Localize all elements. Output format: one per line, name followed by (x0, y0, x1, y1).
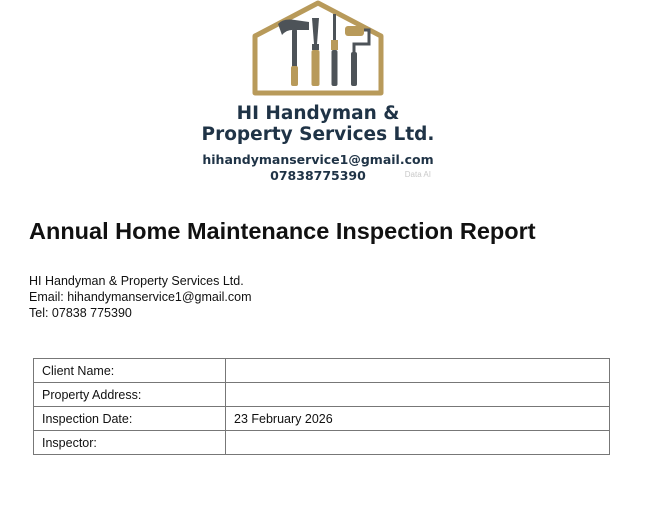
logo-email: hihandymanservice1@gmail.com (202, 152, 434, 167)
house-tools-logo-icon (251, 0, 385, 96)
table-row (34, 431, 610, 455)
inspection-date-value[interactable]: 23 February 2026 (226, 407, 610, 431)
company-name: HI Handyman & Property Services Ltd. (29, 274, 244, 288)
inspector-value[interactable] (226, 431, 610, 455)
inspection-details-table (33, 358, 610, 455)
logo-company-line1: HI Handyman & (236, 103, 400, 124)
company-info (29, 273, 252, 321)
property-address-value[interactable] (226, 383, 610, 407)
logo-company-line2: Property Services Ltd. (201, 124, 435, 145)
table-row (34, 383, 610, 407)
client-name-value[interactable] (226, 359, 610, 383)
table-row (34, 359, 610, 383)
screwdriver-icon (312, 18, 320, 86)
company-email: Email: hihandymanservice1@gmail.com (29, 290, 252, 304)
hammer-icon (278, 20, 309, 87)
paint-roller-icon (345, 26, 369, 86)
chisel-icon (331, 14, 338, 86)
logo-watermark: Data AI (404, 170, 431, 179)
table-row (34, 407, 610, 431)
inspector-label: Inspector: (34, 431, 226, 455)
inspection-date-label: Inspection Date: (34, 407, 226, 431)
company-logo (199, 0, 437, 186)
company-tel: Tel: 07838 775390 (29, 306, 132, 320)
client-name-label: Client Name: (34, 359, 226, 383)
property-address-label: Property Address: (34, 383, 226, 407)
report-title: Annual Home Maintenance Inspection Report (29, 218, 536, 244)
logo-phone: 07838775390 (270, 168, 366, 183)
